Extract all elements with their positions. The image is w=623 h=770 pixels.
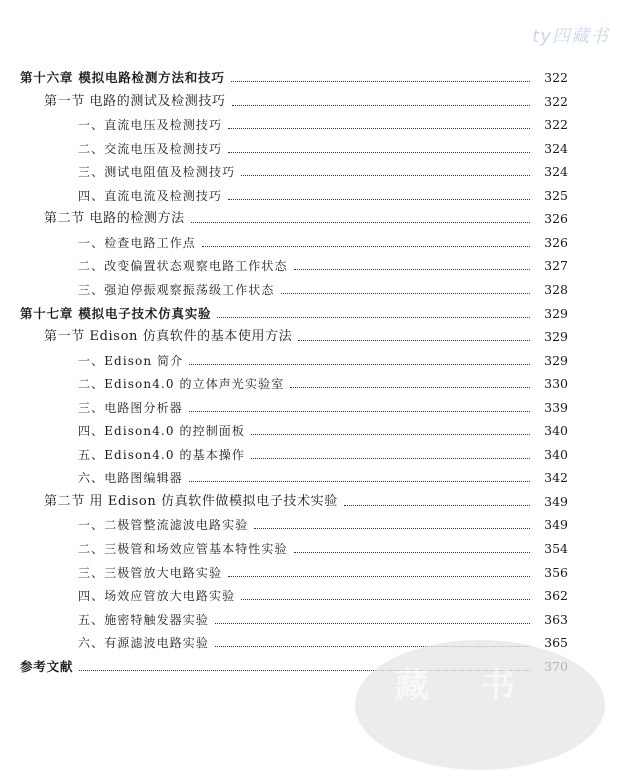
toc-entry-title: 二、改变偏置状态观察电路工作状态 — [78, 259, 288, 274]
toc-entry-item — [78, 278, 568, 298]
dot-leader — [191, 222, 530, 223]
toc-entry-title: 二、Edison4.0 的立体声光实验室 — [78, 377, 285, 392]
dot-leader — [290, 387, 530, 388]
toc-entry-page-number: 322 — [544, 117, 568, 133]
dot-leader — [251, 458, 530, 459]
toc-entry-title: 一、二极管整流滤波电路实验 — [78, 518, 249, 533]
toc-entry-title: 二、交流电压及检测技巧 — [78, 141, 223, 156]
toc-entry-page-number: 327 — [544, 258, 568, 274]
toc-entry-page-number: 349 — [544, 517, 568, 533]
toc-entry-title: 第十六章 模拟电路检测方法和技巧 — [20, 70, 225, 85]
toc-entry-section — [44, 325, 568, 345]
toc-entry-title: 六、电路图编辑器 — [78, 471, 183, 486]
toc-entry-title: 第二节 电路的检测方法 — [44, 211, 185, 227]
dot-leader — [294, 269, 530, 270]
toc-entry-title: 三、电路图分析器 — [78, 400, 183, 415]
toc-entry-title: 第十七章 模拟电子技术仿真实验 — [20, 305, 212, 321]
dot-leader — [344, 505, 530, 506]
toc-entry-page-number: 365 — [544, 635, 568, 651]
toc-entry-section — [44, 490, 568, 510]
toc-entry-page-number: 324 — [544, 140, 568, 156]
toc-entry-title: 参考文献 — [20, 658, 74, 674]
toc-entry-title: 第一节 Edison 仿真软件的基本使用方法 — [44, 329, 293, 345]
toc-entry-title: 一、Edison 简介 — [78, 353, 184, 368]
toc-entry-item — [78, 137, 568, 157]
toc-entry-page-number: 326 — [544, 234, 568, 250]
watermark-seal-text: 藏 书 — [395, 666, 535, 706]
toc-entry-item — [78, 349, 568, 369]
toc-entry-page-number: 356 — [544, 564, 568, 580]
dot-leader — [228, 576, 530, 577]
toc-entry-title: 三、强迫停振观察振荡级工作状态 — [78, 282, 275, 297]
dot-leader — [217, 317, 530, 318]
dot-leader — [189, 364, 530, 365]
toc-entry-item — [78, 184, 568, 204]
dot-leader — [202, 246, 530, 247]
toc-entry-page-number: 349 — [544, 493, 568, 509]
toc-entry-page-number: 328 — [544, 281, 568, 297]
toc-entry-item — [78, 372, 568, 392]
dot-leader — [281, 293, 530, 294]
toc-entry-title: 一、检查电路工作点 — [78, 235, 196, 250]
toc-entry-title: 五、Edison4.0 的基本操作 — [78, 447, 245, 462]
dot-leader — [294, 552, 530, 553]
toc-entry-page-number: 354 — [544, 541, 568, 556]
dot-leader — [231, 81, 530, 82]
toc-entry-item — [78, 584, 568, 604]
watermark-seal — [355, 640, 605, 770]
dot-leader — [254, 528, 530, 529]
toc-entry-page-number: 325 — [544, 187, 568, 203]
toc-entry-title: 四、Edison4.0 的控制面板 — [78, 424, 245, 439]
dot-leader — [189, 411, 530, 412]
dot-leader — [232, 105, 530, 106]
dot-leader — [298, 340, 530, 341]
toc-entry-item — [78, 537, 568, 557]
toc-entry-page-number: 329 — [544, 352, 568, 368]
toc-entry-title: 六、有源滤波电路实验 — [78, 636, 210, 651]
toc-entry-page-number: 339 — [544, 399, 568, 415]
toc-entry-item — [78, 113, 568, 133]
toc-entry-chapter — [20, 302, 568, 322]
dot-leader — [228, 199, 530, 200]
toc-entry-page-number: 322 — [544, 93, 568, 109]
toc-entry-title: 三、测试电阻值及检测技巧 — [78, 165, 236, 180]
toc-entry-chapter — [20, 66, 568, 86]
toc-entry-title: 一、直流电压及检测技巧 — [78, 118, 223, 133]
toc-entry-section — [44, 207, 568, 227]
toc-entry-page-number: 340 — [544, 423, 568, 439]
dot-leader — [251, 434, 530, 435]
toc-entry-page-number: 362 — [544, 588, 568, 604]
toc-entry-item — [78, 396, 568, 416]
toc-entry-page-number: 342 — [544, 470, 568, 486]
toc-entry-page-number: 326 — [544, 211, 568, 227]
toc-entry-item — [78, 231, 568, 251]
toc-entry-page-number: 329 — [544, 329, 568, 345]
dot-leader — [215, 623, 530, 624]
toc-entry-item — [78, 608, 568, 628]
toc-entry-item — [78, 466, 568, 486]
toc-entry-page-number: 329 — [544, 305, 568, 321]
dot-leader — [228, 128, 530, 129]
toc-entry-item — [78, 419, 568, 439]
toc-entry-page-number: 340 — [544, 446, 568, 462]
toc-entry-title: 五、施密特触发器实验 — [78, 612, 210, 627]
toc-entry-title: 第一节 电路的测试及检测技巧 — [44, 93, 226, 109]
toc-entry-title: 四、场效应管放大电路实验 — [78, 589, 236, 604]
toc-entry-page-number: 322 — [544, 70, 568, 85]
toc-entry-page-number: 363 — [544, 611, 568, 627]
toc-entry-item — [78, 254, 568, 274]
dot-leader — [241, 175, 530, 176]
toc-entry-title: 四、直流电流及检测技巧 — [78, 188, 223, 203]
watermark-logo: ty四藏书 — [532, 26, 609, 47]
dot-leader — [189, 481, 530, 482]
toc-entry-item — [78, 561, 568, 581]
toc-entry-item — [78, 513, 568, 533]
toc-entry-title: 第二节 用 Edison 仿真软件做模拟电子技术实验 — [44, 493, 338, 509]
toc-entry-title: 三、三极管放大电路实验 — [78, 565, 223, 580]
toc-entry-section — [44, 90, 568, 110]
toc-entry-page-number: 324 — [544, 164, 568, 180]
toc-entry-item — [78, 443, 568, 463]
toc-entry-title: 二、三极管和场效应管基本特性实验 — [78, 542, 288, 556]
dot-leader — [241, 599, 530, 600]
toc-entry-page-number: 330 — [544, 376, 568, 392]
toc-entry-item — [78, 160, 568, 180]
dot-leader — [228, 152, 530, 153]
